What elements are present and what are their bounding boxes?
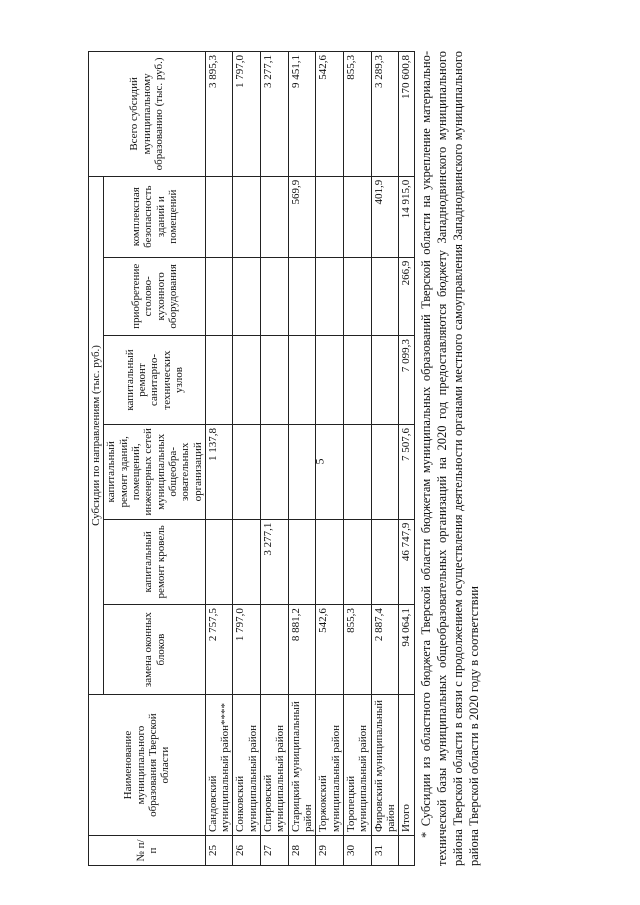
cell-total: 542,6	[316, 52, 344, 177]
header-kitchen: приобретение столово-кухонного оборудования	[104, 257, 206, 336]
cell-name: Спировский муниципальный район	[261, 695, 289, 836]
table-row	[288, 52, 316, 866]
cell-total: 9 451,1	[288, 52, 316, 177]
cell-windows: 2 757,5	[205, 605, 233, 695]
cell-windows: 8 881,2	[288, 605, 316, 695]
cell-name: Торопецкий муниципальный район	[343, 695, 371, 836]
cell-sanitary	[316, 336, 344, 425]
cell-buildings	[288, 424, 316, 519]
cell-safety	[343, 176, 371, 257]
header-sanitary: капитальный ремонт санитарно-технических узлов	[104, 336, 206, 425]
cell-name: Фировский муниципальный район	[371, 695, 399, 836]
header-name: Наименование муниципального образования Тверской области	[89, 695, 206, 836]
cell-kitchen	[316, 257, 344, 336]
cell-roof: 3 277,1	[261, 519, 289, 604]
cell-roof	[316, 519, 344, 604]
cell-sanitary	[205, 336, 233, 425]
cell-kitchen	[233, 257, 261, 336]
cell-buildings	[343, 424, 371, 519]
cell-no: 27	[261, 835, 289, 865]
cell-roof	[371, 519, 399, 604]
total-kitchen: 266,9	[399, 257, 414, 336]
table-row	[205, 52, 233, 866]
header-safety: комплексная безопасность зданий и помещений	[104, 176, 206, 257]
cell-buildings	[371, 424, 399, 519]
cell-windows	[261, 605, 289, 695]
header-windows: замена оконных блоков	[104, 605, 206, 695]
cell-no: 28	[288, 835, 316, 865]
cell-safety	[316, 176, 344, 257]
table-row	[261, 52, 289, 866]
cell-safety	[261, 176, 289, 257]
cell-no: 25	[205, 835, 233, 865]
cell-roof	[205, 519, 233, 604]
cell-kitchen	[261, 257, 289, 336]
cell-safety	[233, 176, 261, 257]
table-row	[343, 52, 371, 866]
cell-no: 26	[233, 835, 261, 865]
cell-no: 31	[371, 835, 399, 865]
totals-label: Итого	[399, 695, 414, 836]
cell-no: 29	[316, 835, 344, 865]
cell-kitchen	[371, 257, 399, 336]
cell-total: 3 289,3	[371, 52, 399, 177]
cell-safety: 401,9	[371, 176, 399, 257]
cell-name: Сандовский муниципальный район****	[205, 695, 233, 836]
cell-roof	[233, 519, 261, 604]
header-total: Всего субсидий муниципальному образованию (тыс. руб.)	[89, 52, 206, 177]
cell-kitchen	[205, 257, 233, 336]
cell-name: Торжокский муниципальный район	[316, 695, 344, 836]
cell-sanitary	[288, 336, 316, 425]
table-header	[89, 52, 206, 866]
header-buildings: капитальный ремонт зданий, помещений, инженерных сетей муниципальных общеобра-зовательных организаций	[104, 424, 206, 519]
cell-sanitary	[371, 336, 399, 425]
rotated-page-content	[88, 46, 508, 866]
table-row	[371, 52, 399, 866]
header-group: Субсидии по направлениям (тыс. руб.)	[89, 176, 104, 694]
cell-no	[399, 835, 414, 865]
footnote	[418, 51, 482, 866]
cell-sanitary	[233, 336, 261, 425]
cell-windows: 542,6	[316, 605, 344, 695]
totals-row	[399, 52, 414, 866]
total-windows: 94 064,1	[399, 605, 414, 695]
footnote-text: * Субсидии из областного бюджета Тверской области бюджетам муниципальных образований Тверской области на укрепление материально-технической базы муниципальных общеобразовательных организаций на 2020 год предоставляются бюджету Западнодвинского муниципального района Тверской области в связи с продолжением осуществления деятельности органами местного самоуправления Западнодвинского муниципального района Тверской области в 2020 году в соответствии	[419, 51, 481, 866]
subsidy-table	[88, 51, 415, 866]
total-sanitary: 7 099,3	[399, 336, 414, 425]
total-safety: 14 915,0	[399, 176, 414, 257]
header-roof: капитальный ремонт кровель	[104, 519, 206, 604]
cell-safety: 569,9	[288, 176, 316, 257]
cell-kitchen	[288, 257, 316, 336]
total-grand: 170 600,8	[399, 52, 414, 177]
cell-windows: 855,3	[343, 605, 371, 695]
cell-name: Сонковский муниципальный район	[233, 695, 261, 836]
cell-total: 3 895,3	[205, 52, 233, 177]
page-number: 5	[312, 458, 327, 465]
cell-total: 855,3	[343, 52, 371, 177]
cell-roof	[343, 519, 371, 604]
cell-windows: 1 797,0	[233, 605, 261, 695]
cell-windows: 2 887,4	[371, 605, 399, 695]
table-row	[316, 52, 344, 866]
table-row	[233, 52, 261, 866]
cell-name: Старицкий муниципальный район	[288, 695, 316, 836]
cell-buildings	[316, 424, 344, 519]
cell-sanitary	[261, 336, 289, 425]
header-no: № п/п	[89, 835, 206, 865]
total-roof: 46 747,9	[399, 519, 414, 604]
cell-total: 3 277,1	[261, 52, 289, 177]
cell-safety	[205, 176, 233, 257]
cell-buildings	[233, 424, 261, 519]
cell-roof	[288, 519, 316, 604]
table-body	[205, 52, 414, 866]
cell-sanitary	[343, 336, 371, 425]
cell-kitchen	[343, 257, 371, 336]
cell-total: 1 797,0	[233, 52, 261, 177]
cell-buildings	[261, 424, 289, 519]
cell-no: 30	[343, 835, 371, 865]
cell-buildings: 1 137,8	[205, 424, 233, 519]
total-buildings: 7 507,6	[399, 424, 414, 519]
